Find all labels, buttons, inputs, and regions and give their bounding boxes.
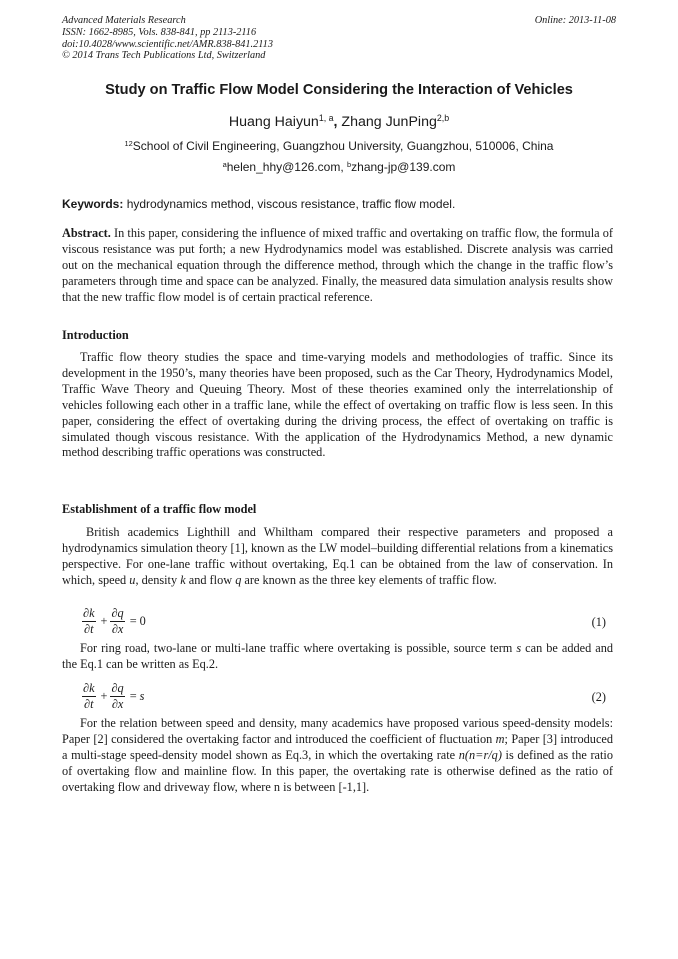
math-var: u: [129, 572, 136, 587]
operator: +: [100, 689, 108, 703]
section-heading-introduction: Introduction: [62, 328, 129, 342]
text-run: , density: [135, 572, 181, 587]
equation-number: (2): [591, 690, 606, 704]
author-separator: ,: [333, 114, 342, 130]
equation-2: [82, 681, 613, 715]
fraction: [110, 606, 124, 637]
email-mark: b: [347, 159, 352, 169]
paragraph: Traffic flow theory studies the space and time-varying models and methodologies of traffic. Since its development in the 1950’s, many theories have been proposed, such as the Car Theory, Hydrodynamics Model, Traffic Wave Theory and Queuing Theory. Most of these theories examined only the interrelationship of vehicles following each other in a traffic lane, while the effect of overtaking on traffic flow is less seen. In this paper, considering the effect of overtaking during the driving process, the effect of overtaking on traffic is simulated though viscous resistance. With the application of the Hydrodynamics Method, a new dynamic method describing traffic operations was constructed.: [62, 350, 613, 460]
text-run: can be added and the Eq.1 can be written as Eq.2.: [62, 641, 613, 671]
fraction: [82, 606, 96, 637]
author-name: Zhang JunPing: [341, 114, 437, 130]
keywords-label: Keywords:: [62, 197, 124, 211]
text-run: and flow: [185, 572, 236, 587]
copyright-line: © 2014 Trans Tech Publications Ltd, Switzerland: [62, 50, 266, 62]
abstract-label: Abstract.: [62, 226, 111, 240]
math-var: s: [139, 689, 145, 703]
fraction: [82, 681, 96, 712]
text-run: For the relation between speed and density, many academics have proposed various speed-density models: Paper [2] considered the overtaking factor and introduced the coefficient of fluctuation: [62, 716, 613, 746]
denominator: ∂x: [111, 622, 124, 636]
establishment-body-1: [62, 525, 613, 589]
numerator: ∂k: [83, 681, 95, 695]
affil-mark: 12: [124, 138, 133, 148]
email-link[interactable]: zhang-jp@139.com: [351, 160, 456, 174]
math-var: s: [516, 641, 522, 655]
section-heading-establishment: Establishment of a traffic flow model: [62, 502, 257, 516]
doi-line: doi:10.4028/www.scientific.net/AMR.838-841.2113: [62, 38, 273, 50]
abstract: [62, 226, 613, 306]
math-var: k: [180, 572, 186, 587]
numerator: ∂q: [111, 681, 124, 695]
keywords-text: hydrodynamics method, viscous resistance, traffic flow model.: [123, 197, 456, 211]
online-date: Online: 2013-11-08: [534, 15, 616, 26]
journal-name: Advanced Materials Research: [62, 15, 186, 26]
operator: =: [129, 614, 137, 628]
denominator: ∂t: [84, 697, 94, 711]
email-mark: a: [222, 159, 227, 169]
operator: +: [100, 614, 108, 628]
email-link[interactable]: helen_hhy@126.com,: [226, 160, 347, 174]
author-name: Huang Haiyun: [228, 114, 319, 130]
keywords: [62, 197, 455, 211]
text-run: For ring road, two-lane or multi-lane traffic where overtaking is possible, source term: [80, 641, 517, 655]
establishment-body-3: [62, 716, 613, 796]
math-var: q: [235, 572, 242, 587]
numerator: ∂k: [83, 606, 95, 620]
text-run: ; Paper [3] introduced a multi-stage speed-density model shown as Eq.3, in which the overtaking rate: [62, 731, 614, 762]
math-var: n(n=r/q): [458, 747, 502, 762]
fraction: [110, 681, 124, 712]
paper-title: Study on Traffic Flow Model Considering the Interaction of Vehicles: [105, 82, 573, 98]
text-run: British academics Lighthill and Whiltham compared their respective parameters and proposed a hydrodynamics simulation theory [1], known as the LW model–building differential relations from a kinematics perspective. For one-lane traffic without overtaking, Eq.1 can be obtained from the law of conservation. In which, speed: [62, 525, 613, 587]
denominator: ∂t: [84, 622, 94, 636]
paragraph: [62, 641, 613, 673]
abstract-text: In this paper, considering the influence of mixed traffic and overtaking on traffic flow, the formula of viscous resistance was put forth; a new Hydrodynamics model was established. Discrete analysis was carried out on the mechanical equation through the difference method, through which the change in the traffic flow’s parameters through time and space can be analyzed. Finally, the measured data simulation analysis results show that the new traffic flow model is of certain practical reference.: [62, 226, 613, 304]
equation-1: [82, 606, 613, 640]
affiliation-line: [0, 139, 678, 153]
math-var: m: [495, 731, 505, 746]
author-affil-mark: 1, a: [318, 113, 334, 124]
introduction-body: [62, 350, 613, 461]
author-line: [0, 114, 678, 130]
denominator: ∂x: [111, 697, 124, 711]
equation-number: (1): [591, 615, 606, 629]
equation-rhs: [140, 689, 145, 704]
author-affil-mark: 2,b: [436, 113, 450, 124]
text-run: is defined as the ratio of overtaking flow and mainline flow. In this paper, the overtaking rate is otherwise defined as the ratio of overtaking flow and driveway flow, where n is between [-1,1].: [62, 747, 613, 794]
text-run: are known as the three key elements of traffic flow.: [241, 572, 497, 587]
issn-line: ISSN: 1662-8985, Vols. 838-841, pp 2113-2116: [62, 26, 257, 38]
affiliation: School of Civil Engineering, Guangzhou University, Guangzhou, 510006, China: [132, 139, 554, 153]
operator: =: [129, 689, 137, 703]
email-line: [0, 160, 678, 174]
establishment-body-2: [62, 641, 613, 673]
paragraph: [62, 716, 613, 796]
journal-header: [62, 15, 273, 62]
numerator: ∂q: [111, 606, 124, 620]
equation-rhs: 0: [139, 614, 146, 628]
paragraph: [62, 525, 613, 589]
